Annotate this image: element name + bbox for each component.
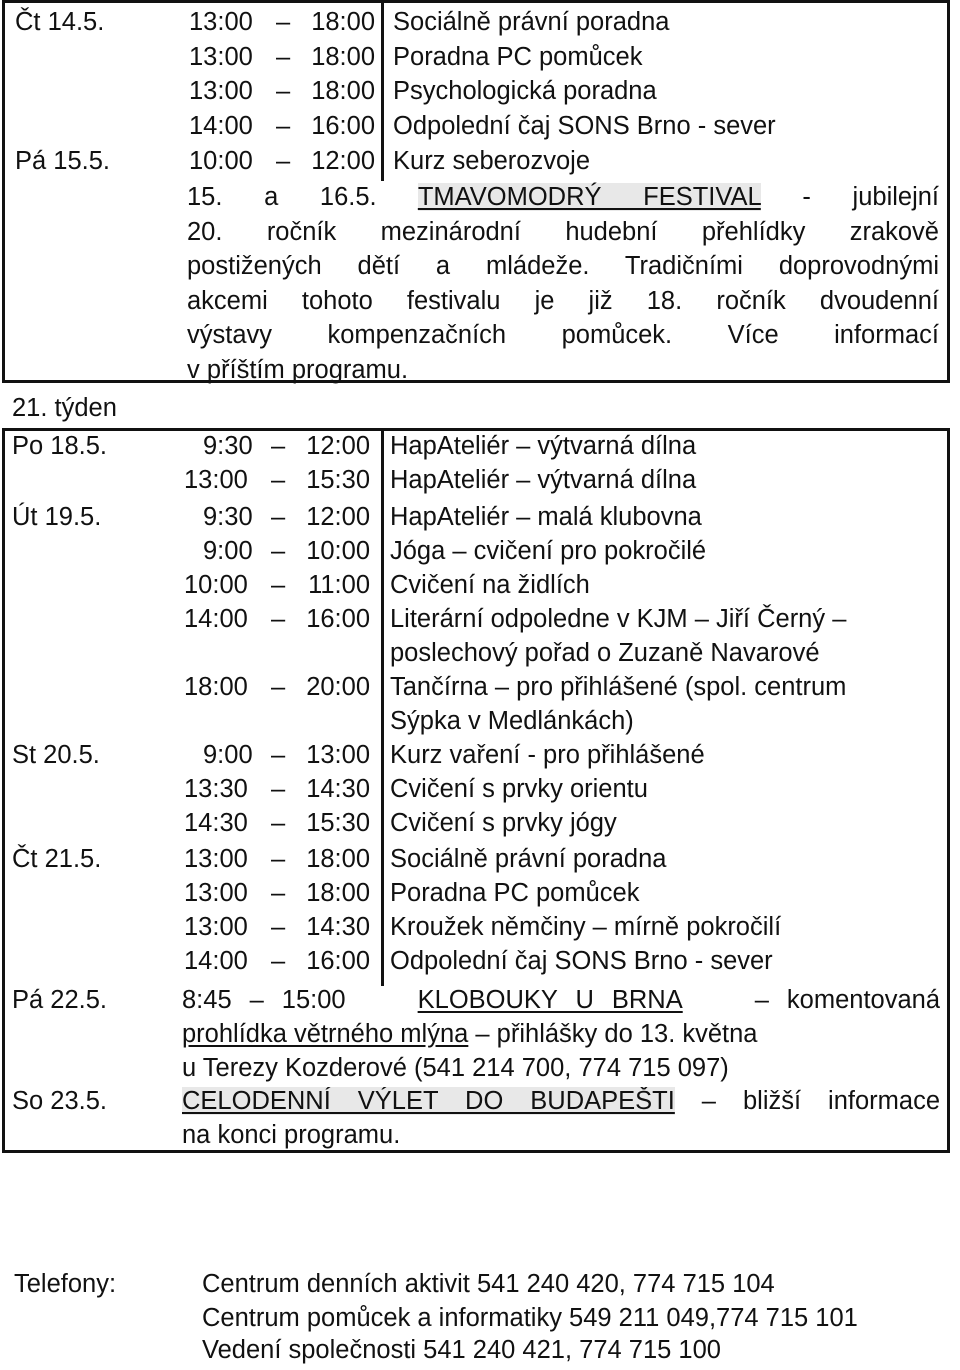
row-description: HapAteliér – malá klubovna xyxy=(390,503,702,531)
time-to: 11:00 xyxy=(308,571,370,599)
time-to: 12:00 xyxy=(306,432,370,460)
vylet-paragraph xyxy=(182,1087,940,1155)
festival-line: výstavy kompenzačních pomůcek. Více informací xyxy=(187,321,939,349)
time-from: 13:00 xyxy=(184,845,248,873)
time-to: 15:30 xyxy=(306,809,370,837)
row-description: Jóga – cvičení pro pokročilé xyxy=(390,537,707,565)
row-description: Psychologická poradna xyxy=(393,77,657,105)
time-from: 14:00 xyxy=(184,605,248,633)
time-from: 10:00 xyxy=(189,147,253,175)
time-from: 13:30 xyxy=(184,775,248,803)
time-to: 16:00 xyxy=(306,605,370,633)
time-to: 18:00 xyxy=(306,845,370,873)
time-from: 9:30 xyxy=(203,503,253,531)
festival-line xyxy=(187,180,939,215)
row-date: Pá 15.5. xyxy=(15,147,110,175)
event-place: prohlídka větrného mlýna xyxy=(182,1020,469,1048)
row-description: HapAteliér – výtvarná dílna xyxy=(390,432,697,460)
time-to: 12:00 xyxy=(311,147,375,175)
time-from: 14:30 xyxy=(184,809,248,837)
phone-line: Centrum pomůcek a informatiky 549 211 049,774 715 101 xyxy=(202,1304,858,1332)
time-to: 12:00 xyxy=(306,503,370,531)
time-to: 18:00 xyxy=(311,8,375,36)
row-description: Kurz vaření - pro přihlášené xyxy=(390,741,705,769)
time-from: 18:00 xyxy=(184,673,248,701)
klobouky-line xyxy=(182,1020,940,1054)
time-from: 13:00 xyxy=(189,43,253,71)
time-to: 14:30 xyxy=(306,775,370,803)
time-from: 13:00 xyxy=(184,913,248,941)
row-description: Cvičení s prvky orientu xyxy=(390,775,648,803)
time-from: 13:00 xyxy=(184,466,248,494)
time-from: 9:00 xyxy=(203,537,253,565)
row-description-cont: Sýpka v Medlánkách) xyxy=(390,707,634,735)
row-date: Pá 22.5. xyxy=(12,986,107,1014)
trip-title: CELODENNÍ VÝLET DO BUDAPEŠTI xyxy=(182,1087,675,1115)
row-date: St 20.5. xyxy=(12,741,100,769)
time-from: 9:30 xyxy=(203,432,253,460)
time-from: 14:00 xyxy=(184,947,248,975)
time-to: 20:00 xyxy=(306,673,370,701)
time-to: 10:00 xyxy=(306,537,370,565)
row-description: Cvičení na židlích xyxy=(390,571,590,599)
time-from: 10:00 xyxy=(184,571,248,599)
column-divider xyxy=(381,3,384,181)
time-to: 15:30 xyxy=(306,466,370,494)
row-description: Poradna PC pomůcek xyxy=(390,879,640,907)
festival-tail: - jubilejní xyxy=(802,183,939,211)
festival-paragraph xyxy=(187,180,939,387)
event-time: 8:45 – 15:00 xyxy=(182,986,346,1014)
row-description: Cvičení s prvky jógy xyxy=(390,809,617,837)
vylet-line: na konci programu. xyxy=(182,1121,401,1149)
time-to: 18:00 xyxy=(311,77,375,105)
time-to: 16:00 xyxy=(306,947,370,975)
time-to: 13:00 xyxy=(306,741,370,769)
week-heading: 21. týden xyxy=(12,394,117,422)
column-divider xyxy=(381,431,384,986)
festival-line: 20. ročník mezinárodní hudební přehlídky zrakově xyxy=(187,217,939,246)
row-description: Odpolední čaj SONS Brno - sever xyxy=(390,947,773,975)
festival-line: postižených dětí a mládeže. Tradičními doprovodnými xyxy=(187,252,939,280)
row-description: Kroužek němčiny – mírně pokročilí xyxy=(390,913,782,941)
row-description: Odpolední čaj SONS Brno - sever xyxy=(393,112,776,140)
time-to: 16:00 xyxy=(311,112,375,140)
row-date: Út 19.5. xyxy=(12,503,102,531)
phone-line: Centrum denních aktivit 541 240 420, 774 715 104 xyxy=(202,1270,775,1298)
row-description: Literární odpoledne v KJM – Jiří Černý – xyxy=(390,605,847,633)
phones-label: Telefony: xyxy=(14,1270,117,1298)
time-from: 9:00 xyxy=(203,741,253,769)
row-date: Čt 14.5. xyxy=(15,8,105,36)
row-date: Čt 21.5. xyxy=(12,845,102,873)
time-from: 13:00 xyxy=(189,8,253,36)
time-from: 14:00 xyxy=(189,112,253,140)
row-date: So 23.5. xyxy=(12,1087,107,1115)
festival-title: TMAVOMODRÝ FESTIVAL xyxy=(417,183,761,211)
trip-tail: – bližší informace xyxy=(674,1087,940,1115)
row-description-cont: poslechový pořad o Zuzaně Navarové xyxy=(390,639,820,667)
klobouky-line: u Terezy Kozderové (541 214 700, 774 715 097) xyxy=(182,1054,729,1082)
time-to: 18:00 xyxy=(306,879,370,907)
event-tail: – komentovaná xyxy=(754,986,940,1014)
time-to: 14:30 xyxy=(306,913,370,941)
time-from: 13:00 xyxy=(189,77,253,105)
row-description: Sociálně právní poradna xyxy=(390,845,667,873)
row-description: Poradna PC pomůcek xyxy=(393,43,643,71)
time-to: 18:00 xyxy=(311,43,375,71)
time-from: 13:00 xyxy=(184,879,248,907)
festival-line: akcemi tohoto festivalu je již 18. ročník dvoudenní xyxy=(187,286,939,315)
row-description: Sociálně právní poradna xyxy=(393,8,670,36)
event-note: – přihlášky do 13. května xyxy=(468,1020,758,1048)
phone-line: Vedení společnosti 541 240 421, 774 715 100 xyxy=(202,1336,721,1364)
schedule-box-week20: Čt 14.5. 13:00 18:00 – Sociálně právní poradna 13:00 18:00 – Poradna PC pomůcek 13:00 18:00 – Psychologická poradna 14:00 16:00 – Odpolední čaj SONS Brno - sever Pá 15.5. 10:00 12:00 – Kurz seberozvoje 15. a 16.5. TMAVOMODRÝ FESTIVAL - jubilejní 20. ročník mezinárodní hudební přehlídky zrakově postižených dětí a mládeže. Tradičními doprovodnými akcemi tohoto festivalu je již 18. ročník dvoudenní výstavy kompenzačních pomůcek. Více informací v příštím programu. xyxy=(2,0,950,383)
row-description: Tančírna – pro přihlášené (spol. centrum xyxy=(390,673,847,701)
row-description: Kurz seberozvoje xyxy=(393,147,591,175)
klobouky-line xyxy=(182,986,940,1020)
row-description: HapAteliér – výtvarná dílna xyxy=(390,466,697,494)
event-title: KLOBOUKY U BRNA xyxy=(417,986,683,1014)
festival-dates: 15. a 16.5. xyxy=(187,183,377,211)
row-date: Po 18.5. xyxy=(12,432,107,460)
klobouky-paragraph xyxy=(182,986,940,1088)
festival-line: v příštím programu. xyxy=(187,355,409,384)
vylet-line xyxy=(182,1087,940,1121)
